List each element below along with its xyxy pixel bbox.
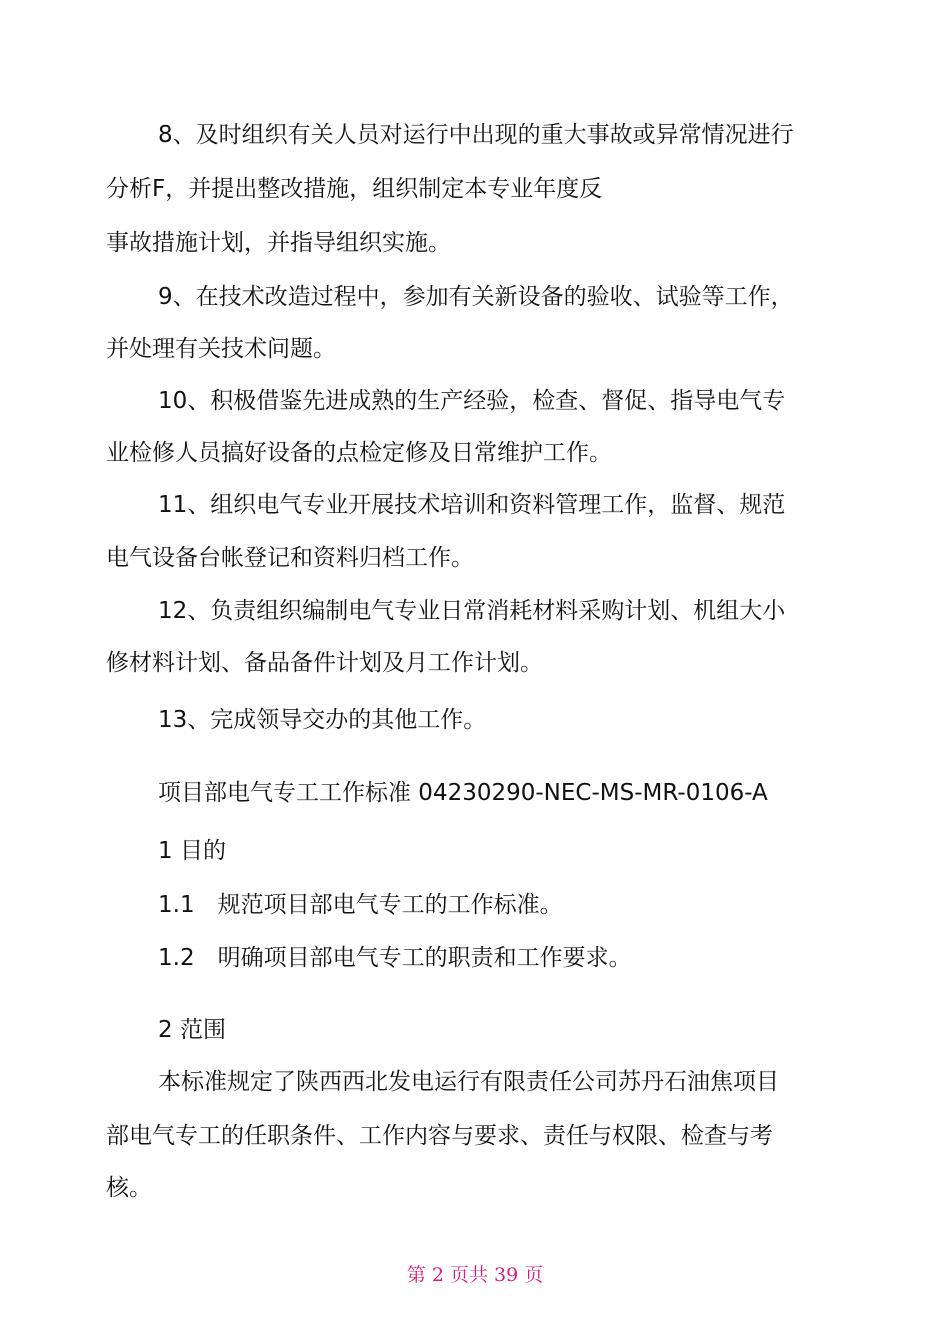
section-heading-purpose: 1 目的 <box>158 838 226 864</box>
section-heading-scope: 2 范围 <box>158 1017 226 1043</box>
clause-1-1: 1.1 规范项目部电气专工的工作标准。 <box>158 892 563 918</box>
scope-line-2: 部电气专工的任职条件、工作内容与要求、责任与权限、检查与考 <box>106 1123 773 1149</box>
text-line-item10-2: 业检修人员搞好设备的点检定修及日常维护工作。 <box>106 440 612 466</box>
scope-line-3: 核。 <box>106 1175 152 1201</box>
clause-1-2: 1.2 明确项目部电气专工的职责和工作要求。 <box>158 945 632 971</box>
text-line-item8-1: 8、及时组织有关人员对运行中出现的重大事故或异常情况进行 <box>158 122 794 148</box>
standard-title: 项目部电气专工工作标准 04230290-NEC-MS-MR-0106-A <box>158 780 768 806</box>
text-line-item8-3: 事故措施计划，并指导组织实施。 <box>106 230 451 256</box>
text-line-item9-1: 9、在技术改造过程中，参加有关新设备的验收、试验等工作， <box>158 284 794 310</box>
text-line-item8-2: 分析F，并提出整改措施，组织制定本专业年度反 <box>106 176 603 202</box>
page-number-footer: 第 2 页共 39 页 <box>406 1264 544 1286</box>
text-line-item13: 13、完成领导交办的其他工作。 <box>158 707 487 733</box>
scope-line-1: 本标准规定了陕西西北发电运行有限责任公司苏丹石油焦项目 <box>158 1069 779 1095</box>
text-line-item12-2: 修材料计划、备品备件计划及月工作计划。 <box>106 650 543 676</box>
text-line-item12-1: 12、负责组织编制电气专业日常消耗材料采购计划、机组大小 <box>158 598 786 624</box>
text-line-item9-2: 并处理有关技术问题。 <box>106 336 336 362</box>
text-line-item11-1: 11、组织电气专业开展技术培训和资料管理工作，监督、规范 <box>158 492 786 518</box>
text-line-item11-2: 电气设备台帐登记和资料归档工作。 <box>106 545 474 571</box>
text-line-item10-1: 10、积极借鉴先进成熟的生产经验，检查、督促、指导电气专 <box>158 388 786 414</box>
